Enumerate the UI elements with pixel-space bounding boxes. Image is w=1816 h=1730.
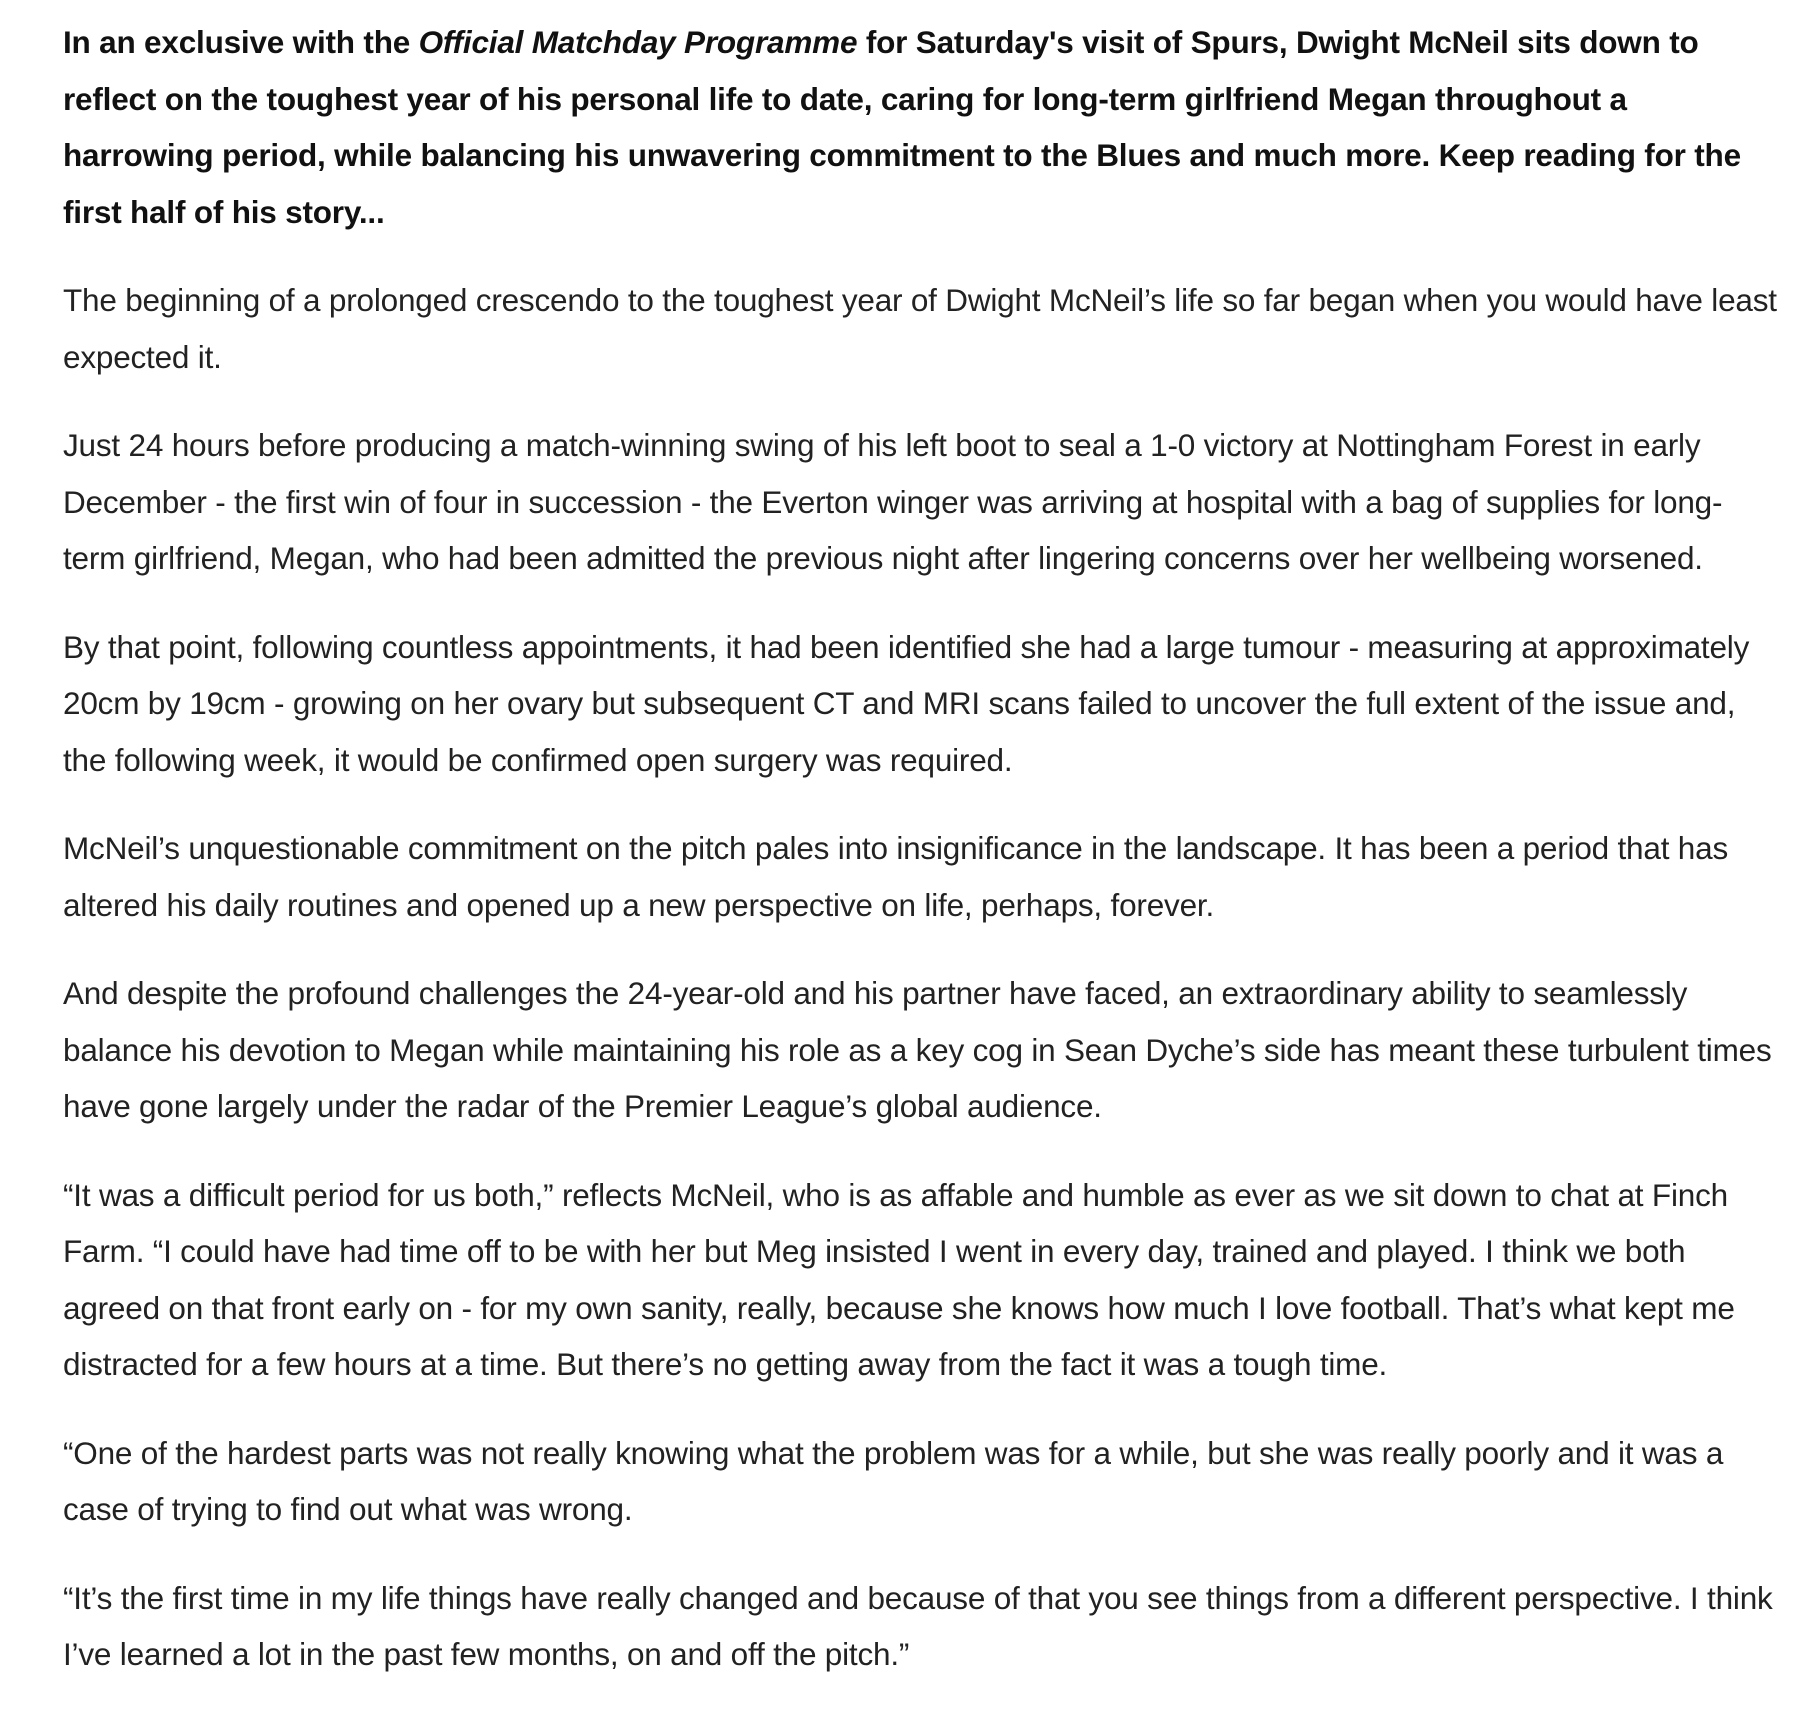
article-paragraph: The beginning of a prolonged crescendo to the toughest year of Dwight McNeil’s life so far began when you would have least expected it. — [63, 282, 1777, 375]
article-paragraph: And despite the profound challenges the 24-year-old and his partner have faced, an extraordinary ability to seamlessly balance his devotion to Megan while maintaining his role as a key cog in Sean Dyche’s side has meant these turbulent times have gone largely under the radar of the Premier League’s global audience. — [63, 975, 1772, 1124]
article-paragraph: “One of the hardest parts was not really knowing what the problem was for a while, but she was really poorly and it was a case of trying to find out what was wrong. — [63, 1434, 1724, 1527]
article-paragraph: McNeil’s unquestionable commitment on the pitch pales into insignificance in the landscape. It has been a period that has altered his daily routines and opened up a new perspective on life, perhaps, forever. — [63, 830, 1728, 923]
article-paragraph: Just 24 hours before producing a match-winning swing of his left boot to seal a 1-0 victory at Nottingham Forest in early December - the first win of four in succession - the Everton winger was arriving at hospital with a bag of supplies for long-term girlfriend, Megan, who had been admitted the previous night after lingering concerns over her wellbeing worsened. — [63, 427, 1723, 576]
intro-text-after: for Saturday's visit of Spurs, Dwight McNeil sits down to reflect on the toughest year of his personal life to date, caring for long-term girlfriend Megan throughout a harrowing period, while balancing his unwavering commitment to the Blues and much more. Keep reading for the first half of his story... — [63, 24, 1741, 230]
article-paragraph: By that point, following countless appointments, it had been identified she had a large tumour - measuring at approximately 20cm by 19cm - growing on her ovary but subsequent CT and MRI scans failed to uncover the full extent of the issue and, the following week, it would be confirmed open surgery was required. — [63, 628, 1750, 778]
article-paragraph: “It was a difficult period for us both,” reflects McNeil, who is as affable and humble as ever as we sit down to chat at Finch Farm. “I could have had time off to be with her but Meg insisted I went in every day, trained and played. I think we both agreed on that front early on - for my own sanity, really, because she knows how much I love football. That’s what kept me distracted for a few hours at a time. But there’s no getting away from the fact it was a tough time. — [63, 1176, 1735, 1382]
publication-name: Official Matchday Programme — [418, 24, 858, 60]
article-paragraph: “It’s the first time in my life things have really changed and because of that you see things from a different perspective. I think I’ve learned a lot in the past few months, on and off the pitch.” — [63, 1579, 1773, 1672]
article-intro — [63, 14, 1780, 240]
intro-text-before: In an exclusive with the — [63, 24, 419, 60]
